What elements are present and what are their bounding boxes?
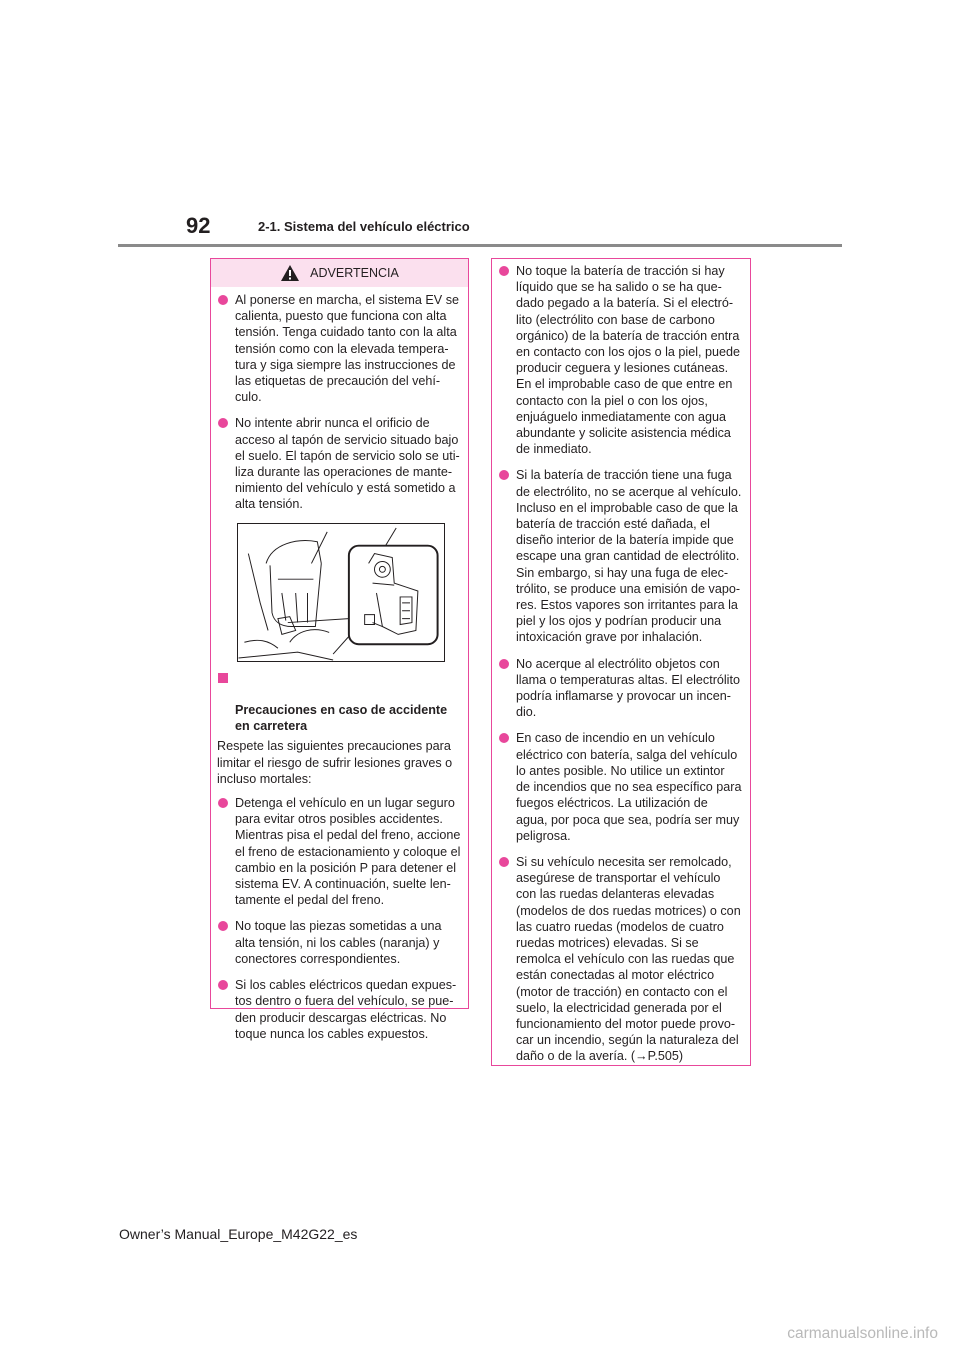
accident-precautions-intro: Respete las siguientes precauciones para limitar el riesgo de sufrir lesiones graves o incluso mortales: bbox=[217, 739, 453, 786]
bullet-dot bbox=[218, 295, 228, 305]
warning-bullet: No intente abrir nunca el orificio de acceso al tapón de servicio situado bajo el suelo. El tapón de servicio solo se uti- liza durante las operaciones de mante- nimiento del vehículo y está sometido a alta tensión. bbox=[217, 415, 462, 512]
bullet-dot bbox=[218, 921, 228, 931]
header-divider bbox=[118, 244, 842, 247]
warning-bullet: En caso de incendio en un vehículo eléctrico con batería, salga del vehículo lo antes posible. No utilice un extintor de incendios que no sea específico para fuegos eléctricos. La utilización de agua, por poca que sea, podría ser muy peligrosa. bbox=[498, 730, 744, 843]
warning-bullet: Detenga el vehículo en un lugar seguro para evitar otros posibles accidentes. Mientras pisa el pedal del freno, accione el freno de estacionamiento y coloque el cambio en la posición P para detener el sistema EV. A continuación, suelte len- tamente el pedal del freno. bbox=[217, 795, 462, 908]
warning-box-continued bbox=[491, 258, 751, 1066]
bullet-dot bbox=[499, 470, 509, 480]
warning-box-header bbox=[211, 259, 468, 287]
bullet-dot bbox=[218, 798, 228, 808]
accident-precautions-heading: Precauciones en caso de accidente en carretera bbox=[217, 670, 462, 735]
warning-bullet: No acerque al electrólito objetos con llama o temperaturas altas. El electrólito podría inflamarse y provocar un incen- dio. bbox=[498, 656, 744, 721]
manual-footer: Owner’s Manual_Europe_M42G22_es bbox=[119, 1226, 358, 1242]
bullet-dot bbox=[499, 266, 509, 276]
bullet-dot bbox=[218, 418, 228, 428]
warning-bullet: No toque la batería de tracción si hay líquido que se ha salido o se ha que- dado pegado a la batería. Si el electró- lito (electrólito con base de carbono orgánico) de la batería de tracción entra en contacto con los ojos o la piel, puede producir ceguera y lesiones cutáneas. En el improbable caso de que entre en contacto con la piel o con los ojos, enjuáguelo inmediatamente con agua abundante y solicite asistencia médica de inmediato. bbox=[498, 263, 744, 457]
warning-bullet: Al ponerse en marcha, el sistema EV se calienta, puesto que funciona con alta tensión. Tenga cuidado tanto con la alta tensión como con la elevada tempera- tura y siga siempre las instrucciones de las etiquetas de precaución del vehí- culo. bbox=[217, 292, 462, 405]
page-number: 92 bbox=[186, 213, 211, 238]
bullet-dot bbox=[499, 733, 509, 743]
warning-triangle-icon bbox=[280, 264, 300, 282]
warning-bullet: Si su vehículo necesita ser remolcado, asegúrese de transportar el vehículo con las ruedas delanteras elevadas (modelos de dos ruedas motrices) o con las cuatro ruedas (modelos de cuatro ruedas motrices) elevadas. Si se remolca el vehículo con las ruedas que están conectadas al motor eléctrico (motor de tracción) en contacto con el suelo, la electricidad generada por el funcionamiento del motor puede provo- car un incendio, según la naturaleza del daño o de la avería. (→P.505) bbox=[498, 854, 744, 1065]
bullet-dot bbox=[499, 659, 509, 669]
site-watermark: carmanualsonline.info bbox=[787, 1325, 938, 1342]
bullet-dot bbox=[218, 980, 228, 990]
warning-bullet: No toque las piezas sometidas a una alta tensión, ni los cables (naranja) y conectores correspondientes. bbox=[217, 918, 462, 967]
service-plug-illustration bbox=[237, 523, 445, 662]
warning-bullet: Si la batería de tracción tiene una fuga de electrólito, no se acerque al vehículo. Incluso en el improbable caso de que la batería de tracción esté dañada, el diseño interior de la batería impide que escape una gran cantidad de electrólito. Sin embargo, si hay una fuga de elec- trólito, se produce una emisión de vapo- res. Estos vapores son irritantes para la piel y los ojos y podrían producir una intoxicación grave por inhalación. bbox=[498, 467, 744, 645]
warning-bullet: Si los cables eléctricos quedan expues- tos dentro o fuera del vehículo, se pue- den producir descargas eléctricas. No toque nunca los cables expuestos. bbox=[217, 977, 462, 1042]
warning-box bbox=[210, 258, 469, 1041]
warning-title: ADVERTENCIA bbox=[310, 266, 399, 280]
heading-square-bullet bbox=[218, 673, 228, 683]
bullet-dot bbox=[499, 857, 509, 867]
section-title: 2-1. Sistema del vehículo eléctrico bbox=[258, 219, 470, 234]
